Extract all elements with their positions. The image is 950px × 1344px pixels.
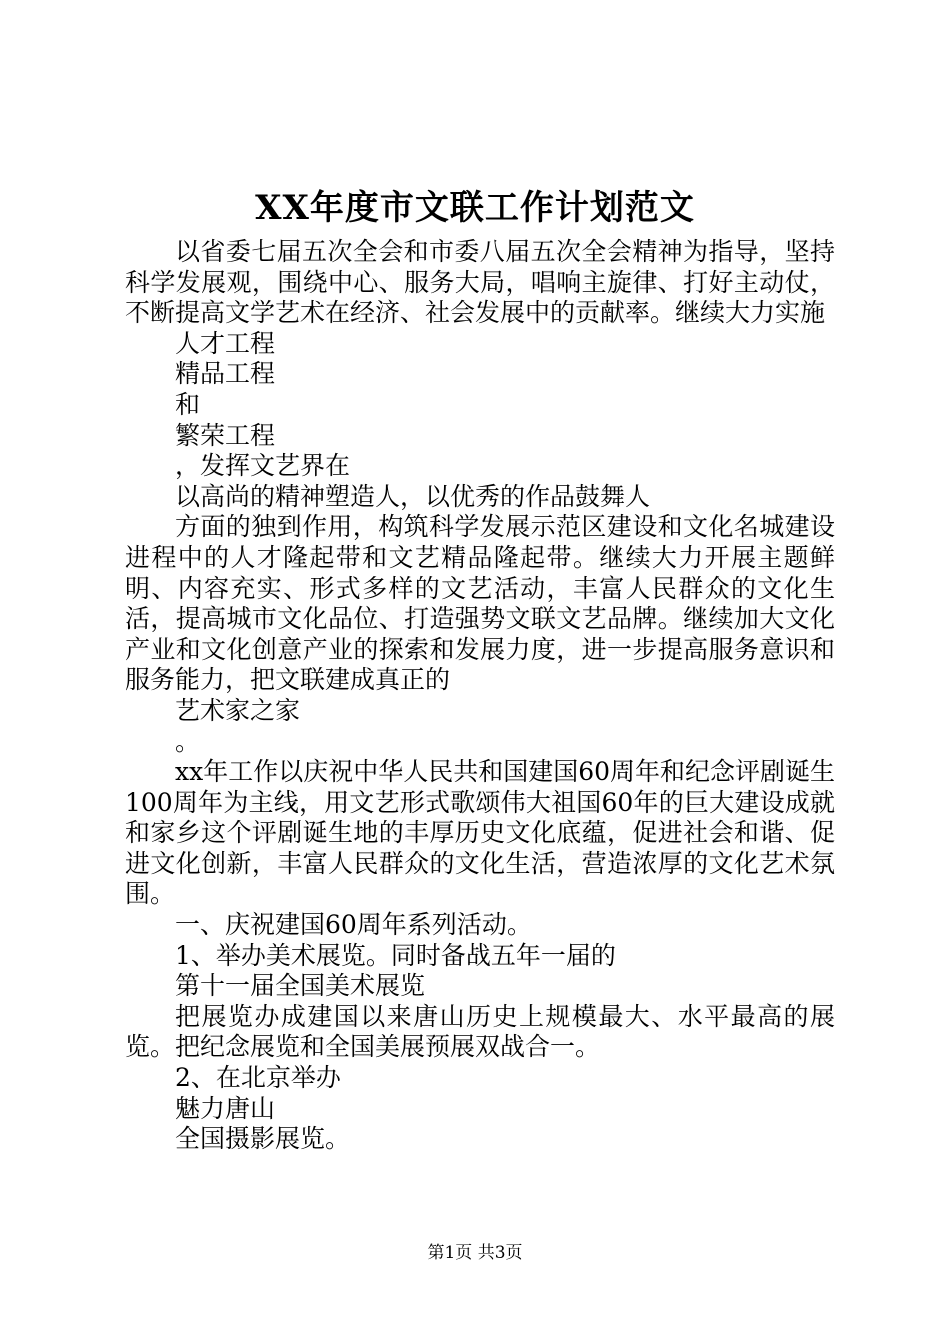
- text-line: 。: [175, 726, 201, 756]
- list-item: 2、在北京举办: [175, 1063, 341, 1093]
- paragraph: 以省委七届五次全会和市委八届五次全会精神为指导，坚持科学发展观，围绕中心、服务大局，唱响主旋律、打好主动仗，不断提高文学艺术在经济、社会发展中的贡献率。继续大力实施: [125, 237, 835, 328]
- text-line: 精品工程: [175, 359, 276, 389]
- list-item: 1、举办美术展览。同时备战五年一届的: [175, 940, 616, 970]
- paragraph: xx年工作以庆祝中华人民共和国建国60周年和纪念评剧诞生100周年为主线，用文艺形式歌颂伟大祖国60年的巨大建设成就和家乡这个评剧诞生地的丰厚历史文化底蕴，促进社会和谐、促进文化创新，丰富人民群众的文化生活，营造浓厚的文化艺术氛围。: [125, 757, 836, 909]
- paragraph: 把展览办成建国以来唐山历史上规模最大、水平最高的展览。把纪念展览和全国美展预展双战合一。: [125, 1001, 835, 1062]
- section-heading: 一、庆祝建国60周年系列活动。: [175, 910, 532, 940]
- text-line: 艺术家之家: [175, 695, 301, 725]
- text-line: 魅力唐山: [175, 1093, 276, 1123]
- text-line: 全国摄影展览。: [175, 1124, 351, 1154]
- text-line: 以高尚的精神塑造人，以优秀的作品鼓舞人: [175, 481, 651, 511]
- text-line: ，发挥文艺界在: [175, 451, 351, 481]
- text-line: 繁荣工程: [175, 420, 276, 450]
- paragraph: 方面的独到作用，构筑科学发展示范区建设和文化名城建设进程中的人才隆起带和文艺精品隆起带。继续大力开展主题鲜明、内容充实、形式多样的文艺活动，丰富人民群众的文化生活，提高城市文化品位、打造强势文联文艺品牌。继续加大文化产业和文化创意产业的探索和发展力度，进一步提高服务意识和服务能力，把文联建成真正的: [125, 512, 835, 695]
- page-footer: 第1页 共3页: [427, 1243, 523, 1263]
- text-line: 人才工程: [175, 328, 276, 358]
- text-line: 第十一届全国美术展览: [175, 971, 426, 1001]
- document-title: XX年度市文联工作计划范文: [255, 188, 695, 228]
- document-body: [125, 237, 835, 1155]
- text-line: 和: [175, 389, 201, 419]
